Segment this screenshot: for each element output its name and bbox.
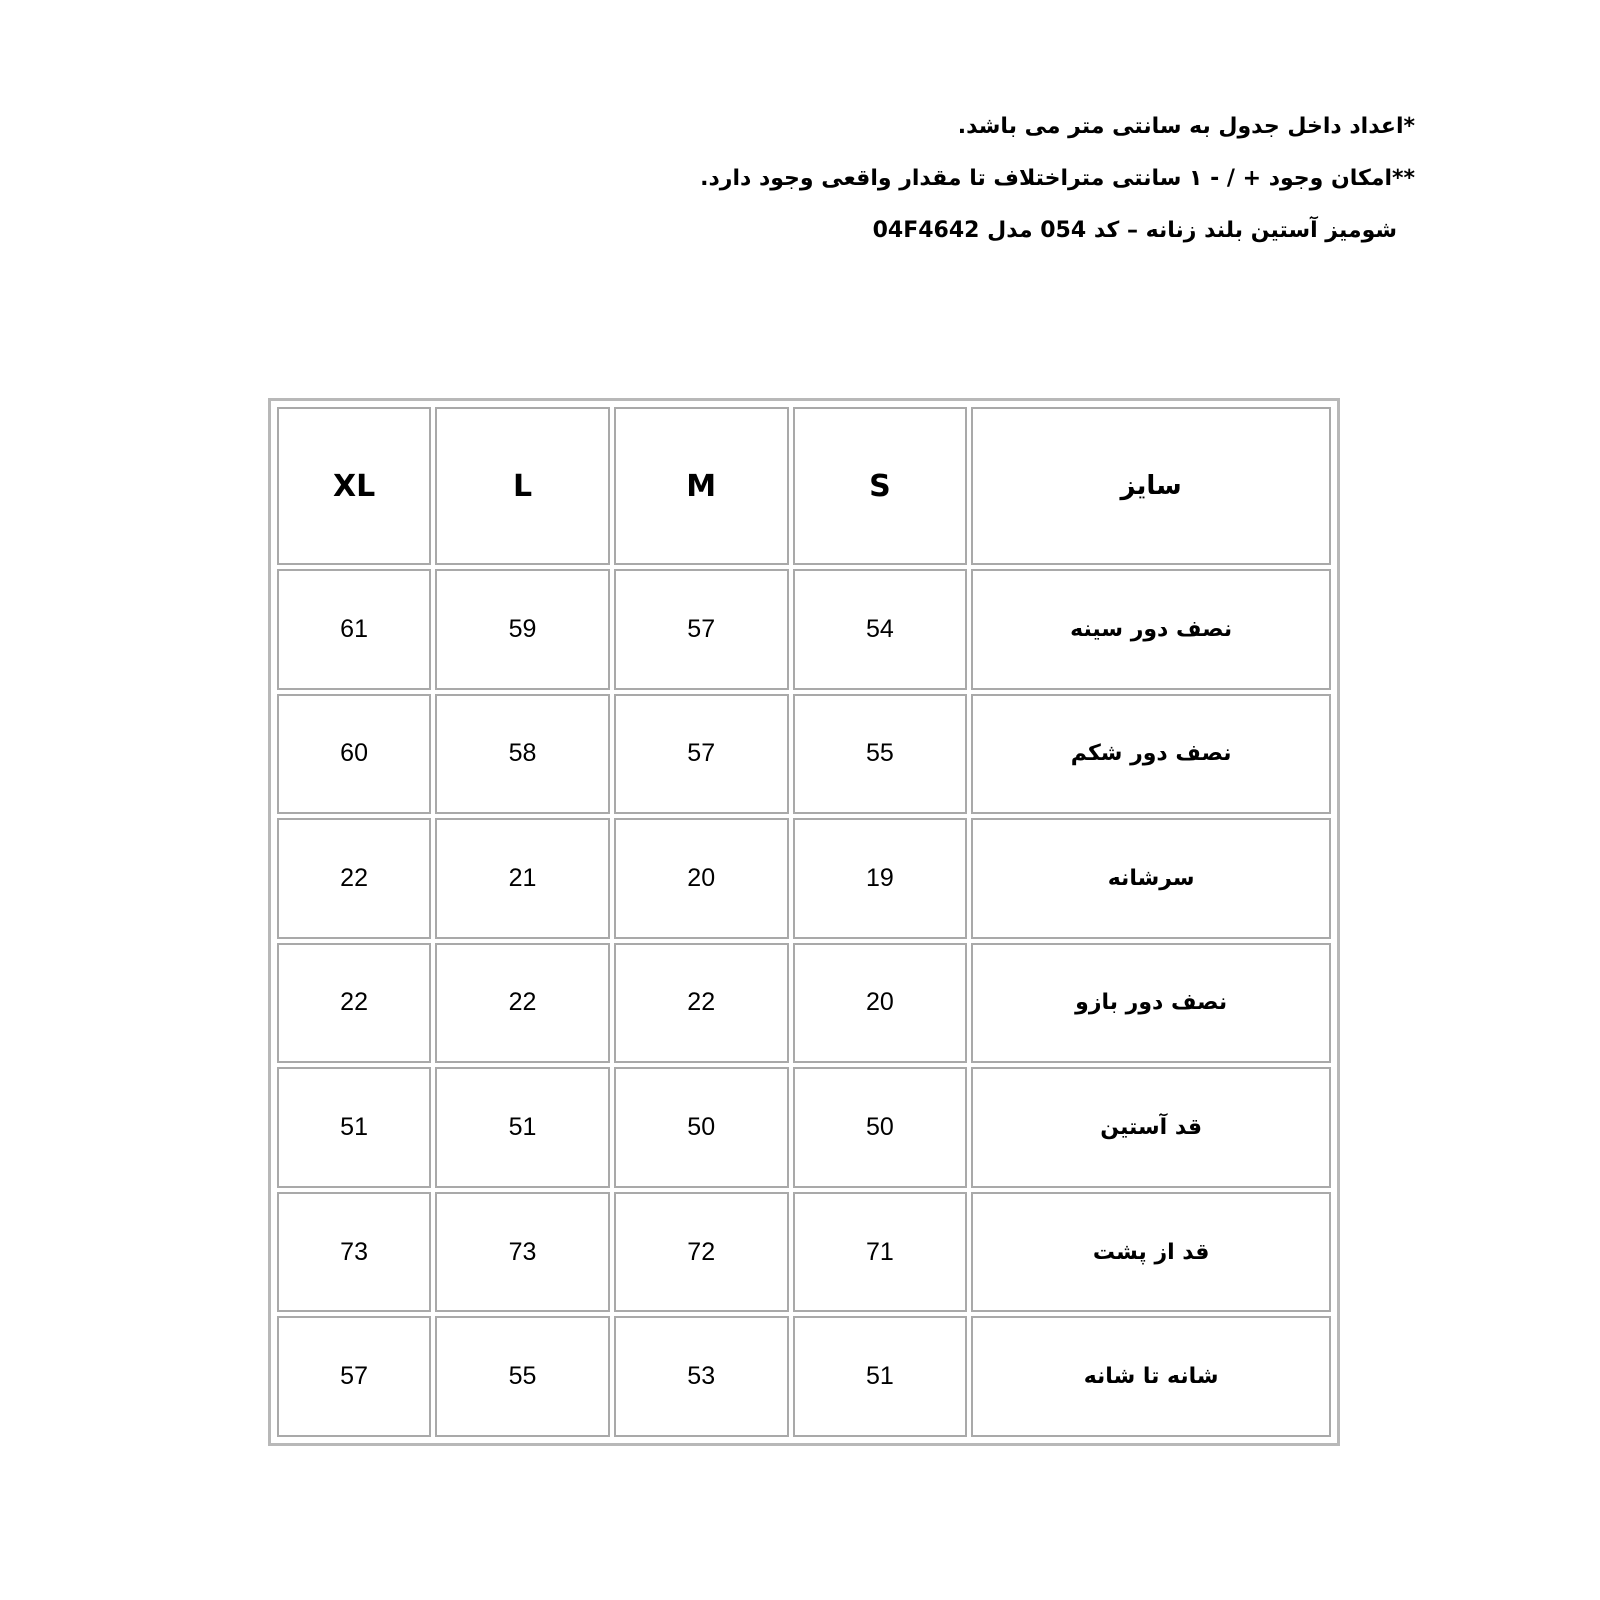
product-title: شومیز آستین بلند زنانه – کد 054 مدل 04F4642 xyxy=(872,218,1397,243)
size-table xyxy=(273,403,1335,1441)
table-cell: 50 xyxy=(793,1067,968,1188)
table-cell: 50 xyxy=(614,1067,789,1188)
table-cell: 22 xyxy=(614,943,789,1064)
size-header-xl: XL xyxy=(277,407,431,565)
table-cell: 61 xyxy=(277,569,431,690)
row-label: نصف دور شکم xyxy=(971,694,1331,815)
table-row xyxy=(277,694,1331,815)
table-cell: 57 xyxy=(614,694,789,815)
table-row xyxy=(277,1067,1331,1188)
table-cell: 20 xyxy=(793,943,968,1064)
row-label: نصف دور سینه xyxy=(971,569,1331,690)
table-cell: 57 xyxy=(614,569,789,690)
table-cell: 71 xyxy=(793,1192,968,1313)
table-cell: 51 xyxy=(277,1067,431,1188)
table-cell: 60 xyxy=(277,694,431,815)
notes-block xyxy=(655,112,1415,268)
table-cell: 51 xyxy=(793,1316,968,1437)
table-cell: 22 xyxy=(277,818,431,939)
table-cell: 57 xyxy=(277,1316,431,1437)
row-label: قد از پشت xyxy=(971,1192,1331,1313)
table-cell: 73 xyxy=(277,1192,431,1313)
row-label: نصف دور بازو xyxy=(971,943,1331,1064)
table-row xyxy=(277,943,1331,1064)
size-header-label: سایز xyxy=(971,407,1331,565)
table-header-row xyxy=(277,407,1331,565)
table-cell: 59 xyxy=(435,569,610,690)
table-cell: 19 xyxy=(793,818,968,939)
note-units: *اعداد داخل جدول به سانتی متر می باشد. xyxy=(957,114,1415,139)
row-label: شانه تا شانه xyxy=(971,1316,1331,1437)
table-row xyxy=(277,818,1331,939)
table-row xyxy=(277,1192,1331,1313)
table-cell: 73 xyxy=(435,1192,610,1313)
table-cell: 58 xyxy=(435,694,610,815)
size-table-frame xyxy=(268,398,1340,1446)
table-cell: 54 xyxy=(793,569,968,690)
table-cell: 22 xyxy=(435,943,610,1064)
table-cell: 21 xyxy=(435,818,610,939)
row-label: سرشانه xyxy=(971,818,1331,939)
size-header-s: S xyxy=(793,407,968,565)
table-cell: 55 xyxy=(435,1316,610,1437)
table-cell: 53 xyxy=(614,1316,789,1437)
table-cell: 51 xyxy=(435,1067,610,1188)
note-tolerance: **امکان وجود + / - ۱ سانتی متراختلاف تا مقدار واقعی وجود دارد. xyxy=(700,166,1415,191)
table-cell: 22 xyxy=(277,943,431,1064)
row-label: قد آستین xyxy=(971,1067,1331,1188)
table-cell: 55 xyxy=(793,694,968,815)
table-cell: 72 xyxy=(614,1192,789,1313)
table-row xyxy=(277,1316,1331,1437)
size-header-l: L xyxy=(435,407,610,565)
table-cell: 20 xyxy=(614,818,789,939)
table-row xyxy=(277,569,1331,690)
size-header-m: M xyxy=(614,407,789,565)
